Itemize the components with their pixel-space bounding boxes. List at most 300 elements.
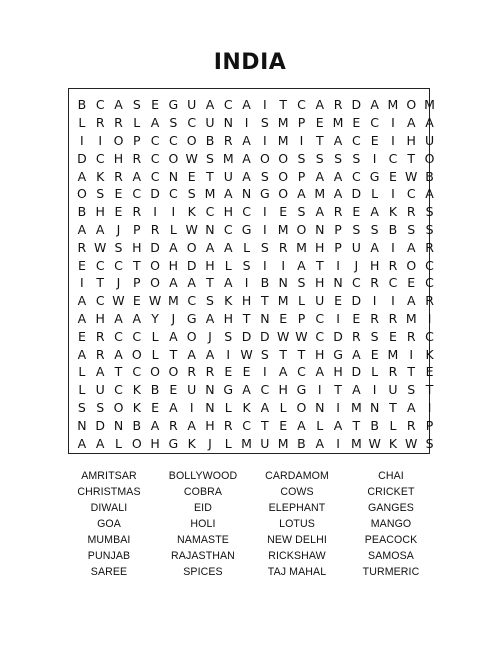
- grid-letter[interactable]: O: [168, 364, 179, 380]
- grid-letter[interactable]: A: [370, 97, 380, 113]
- grid-letter[interactable]: P: [133, 132, 142, 148]
- grid-letter[interactable]: H: [369, 257, 380, 273]
- grid-letter[interactable]: H: [168, 257, 179, 273]
- grid-letter[interactable]: I: [80, 132, 85, 148]
- grid-letter[interactable]: I: [171, 204, 176, 220]
- grid-letter[interactable]: T: [315, 257, 325, 273]
- grid-letter[interactable]: C: [242, 417, 252, 433]
- grid-letter[interactable]: S: [352, 221, 361, 237]
- grid-letter[interactable]: D: [241, 328, 252, 344]
- grid-letter[interactable]: I: [263, 364, 268, 380]
- grid-letter[interactable]: E: [334, 293, 343, 309]
- grid-letter[interactable]: A: [77, 293, 87, 309]
- grid-letter[interactable]: A: [333, 132, 343, 148]
- grid-letter[interactable]: M: [204, 186, 216, 202]
- grid-letter[interactable]: M: [277, 435, 290, 451]
- grid-letter[interactable]: O: [131, 346, 143, 362]
- grid-letter[interactable]: C: [187, 115, 197, 131]
- grid-letter[interactable]: R: [187, 364, 197, 380]
- grid-letter[interactable]: O: [186, 239, 198, 255]
- grid-letter[interactable]: A: [333, 186, 343, 202]
- grid-letter[interactable]: T: [407, 150, 416, 166]
- grid-letter[interactable]: R: [406, 417, 417, 433]
- grid-letter[interactable]: L: [224, 435, 233, 451]
- grid-letter[interactable]: R: [388, 310, 398, 326]
- grid-letter[interactable]: D: [186, 257, 197, 273]
- grid-letter[interactable]: P: [133, 221, 142, 237]
- grid-letter[interactable]: N: [241, 186, 252, 202]
- grid-letter[interactable]: A: [205, 310, 215, 326]
- grid-letter[interactable]: C: [95, 257, 106, 273]
- grid-letter[interactable]: L: [151, 328, 160, 344]
- grid-letter[interactable]: A: [132, 168, 142, 184]
- grid-letter[interactable]: A: [169, 239, 179, 255]
- grid-letter[interactable]: L: [78, 382, 86, 398]
- grid-letter[interactable]: L: [224, 257, 233, 273]
- grid-letter[interactable]: C: [223, 97, 234, 113]
- grid-letter[interactable]: P: [297, 168, 306, 184]
- grid-letter[interactable]: A: [370, 204, 380, 220]
- grid-letter[interactable]: I: [263, 221, 268, 237]
- grid-letter[interactable]: N: [315, 221, 325, 237]
- grid-letter[interactable]: O: [113, 132, 124, 148]
- grid-letter[interactable]: E: [279, 204, 288, 220]
- grid-letter[interactable]: S: [425, 204, 434, 220]
- grid-letter[interactable]: H: [406, 132, 417, 148]
- grid-letter[interactable]: E: [388, 328, 398, 344]
- grid-letter[interactable]: I: [244, 115, 249, 131]
- grid-letter[interactable]: C: [205, 204, 215, 220]
- grid-letter[interactable]: W: [94, 239, 107, 255]
- grid-letter[interactable]: U: [388, 382, 399, 398]
- grid-letter[interactable]: O: [76, 186, 88, 202]
- grid-letter[interactable]: T: [407, 364, 416, 380]
- grid-letter[interactable]: M: [277, 132, 290, 148]
- grid-letter[interactable]: I: [391, 132, 396, 148]
- grid-letter[interactable]: E: [352, 310, 361, 326]
- grid-letter[interactable]: B: [205, 132, 215, 148]
- grid-letter[interactable]: C: [132, 186, 142, 202]
- grid-letter[interactable]: H: [95, 310, 106, 326]
- grid-letter[interactable]: E: [352, 204, 361, 220]
- grid-letter[interactable]: E: [114, 204, 123, 220]
- grid-letter[interactable]: I: [336, 257, 341, 273]
- grid-letter[interactable]: R: [388, 364, 398, 380]
- grid-letter[interactable]: O: [406, 97, 417, 113]
- grid-letter[interactable]: L: [115, 435, 123, 451]
- grid-letter[interactable]: H: [205, 417, 216, 433]
- grid-letter[interactable]: H: [315, 346, 325, 362]
- grid-letter[interactable]: R: [425, 293, 435, 309]
- grid-letter[interactable]: B: [370, 417, 380, 433]
- grid-letter[interactable]: M: [314, 186, 326, 202]
- grid-letter[interactable]: M: [387, 97, 399, 113]
- grid-letter[interactable]: I: [98, 132, 103, 148]
- grid-letter[interactable]: E: [425, 364, 434, 380]
- grid-letter[interactable]: M: [277, 293, 290, 309]
- grid-letter[interactable]: D: [351, 186, 362, 202]
- grid-letter[interactable]: G: [186, 310, 198, 326]
- grid-letter[interactable]: C: [406, 186, 417, 202]
- grid-letter[interactable]: E: [407, 275, 416, 291]
- grid-letter[interactable]: C: [114, 382, 124, 398]
- grid-letter[interactable]: S: [114, 239, 123, 255]
- grid-letter[interactable]: R: [352, 328, 362, 344]
- grid-letter[interactable]: A: [169, 275, 179, 291]
- grid-letter[interactable]: N: [278, 275, 289, 291]
- grid-letter[interactable]: O: [168, 150, 179, 166]
- grid-letter[interactable]: J: [208, 435, 213, 451]
- grid-letter[interactable]: A: [223, 186, 234, 202]
- grid-letter[interactable]: E: [370, 132, 380, 148]
- grid-letter[interactable]: I: [372, 293, 377, 309]
- grid-letter[interactable]: U: [424, 132, 435, 148]
- grid-letter[interactable]: I: [391, 293, 396, 309]
- grid-letter[interactable]: T: [279, 346, 288, 362]
- grid-letter[interactable]: A: [205, 346, 215, 362]
- grid-letter[interactable]: I: [336, 310, 341, 326]
- grid-letter[interactable]: B: [77, 97, 87, 113]
- grid-letter[interactable]: C: [150, 132, 160, 148]
- grid-letter[interactable]: S: [169, 115, 178, 131]
- grid-letter[interactable]: E: [77, 328, 87, 344]
- grid-letter[interactable]: O: [113, 399, 124, 415]
- grid-letter[interactable]: O: [296, 399, 307, 415]
- grid-letter[interactable]: A: [242, 382, 252, 398]
- grid-letter[interactable]: A: [242, 150, 252, 166]
- grid-letter[interactable]: P: [133, 275, 142, 291]
- grid-letter[interactable]: A: [77, 310, 87, 326]
- grid-letter[interactable]: C: [114, 328, 124, 344]
- grid-letter[interactable]: I: [189, 399, 195, 415]
- grid-letter[interactable]: C: [351, 132, 362, 148]
- grid-letter[interactable]: I: [263, 97, 268, 113]
- grid-letter[interactable]: C: [388, 150, 398, 166]
- grid-letter[interactable]: A: [352, 346, 362, 362]
- grid-letter[interactable]: K: [187, 435, 197, 451]
- grid-letter[interactable]: L: [169, 221, 178, 237]
- grid-letter[interactable]: E: [279, 310, 288, 326]
- grid-letter[interactable]: O: [186, 132, 198, 148]
- grid-letter[interactable]: A: [406, 115, 417, 131]
- grid-letter[interactable]: H: [223, 310, 234, 326]
- grid-letter[interactable]: R: [95, 328, 106, 344]
- grid-letter[interactable]: B: [260, 275, 270, 291]
- grid-letter[interactable]: W: [368, 435, 382, 451]
- grid-letter[interactable]: R: [388, 257, 398, 273]
- grid-letter[interactable]: N: [205, 221, 216, 237]
- grid-letter[interactable]: I: [391, 239, 396, 255]
- grid-letter[interactable]: L: [243, 239, 251, 255]
- grid-letter[interactable]: R: [370, 310, 380, 326]
- grid-letter[interactable]: M: [387, 346, 399, 362]
- grid-letter[interactable]: O: [150, 257, 161, 273]
- grid-letter[interactable]: W: [112, 293, 126, 309]
- grid-letter[interactable]: I: [391, 186, 396, 202]
- grid-letter[interactable]: I: [153, 204, 158, 220]
- grid-letter[interactable]: H: [132, 239, 142, 255]
- grid-letter[interactable]: P: [297, 310, 306, 326]
- grid-letter[interactable]: W: [148, 293, 162, 309]
- grid-letter[interactable]: E: [187, 168, 197, 184]
- grid-letter[interactable]: A: [95, 435, 105, 451]
- grid-letter[interactable]: K: [425, 346, 435, 362]
- grid-letter[interactable]: K: [388, 204, 398, 220]
- grid-letter[interactable]: C: [351, 275, 362, 291]
- grid-letter[interactable]: R: [150, 221, 160, 237]
- grid-letter[interactable]: E: [224, 364, 233, 380]
- grid-letter[interactable]: S: [334, 150, 343, 166]
- grid-letter[interactable]: A: [77, 221, 87, 237]
- grid-letter[interactable]: A: [77, 168, 87, 184]
- grid-letter[interactable]: H: [150, 435, 161, 451]
- grid-letter[interactable]: E: [151, 97, 160, 113]
- grid-letter[interactable]: M: [424, 97, 436, 113]
- grid-letter[interactable]: M: [350, 435, 363, 451]
- grid-letter[interactable]: E: [77, 257, 87, 273]
- grid-letter[interactable]: C: [260, 382, 270, 398]
- grid-letter[interactable]: S: [206, 293, 215, 309]
- grid-letter[interactable]: I: [281, 257, 286, 273]
- grid-letter[interactable]: A: [260, 399, 270, 415]
- grid-letter[interactable]: T: [352, 417, 361, 433]
- grid-letter[interactable]: L: [279, 399, 288, 415]
- grid-letter[interactable]: S: [407, 382, 416, 398]
- grid-letter[interactable]: A: [278, 364, 288, 380]
- grid-letter[interactable]: T: [206, 168, 215, 184]
- grid-letter[interactable]: K: [187, 204, 197, 220]
- grid-letter[interactable]: C: [150, 168, 160, 184]
- grid-letter[interactable]: I: [80, 275, 85, 291]
- grid-letter[interactable]: S: [297, 204, 306, 220]
- grid-letter[interactable]: A: [352, 382, 362, 398]
- grid-letter[interactable]: C: [187, 293, 197, 309]
- grid-letter[interactable]: H: [95, 204, 106, 220]
- grid-letter[interactable]: A: [242, 132, 252, 148]
- grid-letter[interactable]: K: [388, 435, 398, 451]
- grid-letter[interactable]: E: [132, 293, 142, 309]
- grid-letter[interactable]: A: [77, 346, 87, 362]
- grid-letter[interactable]: E: [169, 382, 178, 398]
- grid-letter[interactable]: L: [316, 417, 324, 433]
- grid-letter[interactable]: I: [244, 275, 249, 291]
- grid-letter[interactable]: L: [78, 115, 86, 131]
- grid-letter[interactable]: O: [406, 257, 417, 273]
- grid-letter[interactable]: S: [187, 186, 197, 202]
- grid-letter[interactable]: J: [116, 221, 121, 237]
- grid-letter[interactable]: L: [297, 293, 306, 309]
- grid-letter[interactable]: R: [205, 364, 215, 380]
- grid-letter[interactable]: A: [150, 115, 160, 131]
- grid-letter[interactable]: S: [260, 168, 270, 184]
- grid-letter[interactable]: D: [95, 417, 106, 433]
- grid-letter[interactable]: N: [168, 168, 179, 184]
- grid-letter[interactable]: A: [315, 204, 325, 220]
- grid-letter[interactable]: R: [132, 150, 142, 166]
- grid-letter[interactable]: W: [240, 346, 254, 362]
- grid-letter[interactable]: C: [132, 328, 142, 344]
- grid-letter[interactable]: C: [351, 168, 362, 184]
- grid-letter[interactable]: O: [131, 435, 143, 451]
- grid-letter[interactable]: M: [277, 221, 290, 237]
- grid-letter[interactable]: C: [425, 257, 435, 273]
- grid-letter[interactable]: S: [352, 150, 361, 166]
- grid-letter[interactable]: T: [389, 399, 398, 415]
- grid-letter[interactable]: D: [77, 150, 88, 166]
- grid-letter[interactable]: R: [95, 115, 106, 131]
- grid-letter[interactable]: S: [297, 150, 306, 166]
- grid-letter[interactable]: B: [150, 382, 160, 398]
- grid-letter[interactable]: C: [95, 150, 106, 166]
- grid-letter[interactable]: O: [150, 275, 161, 291]
- grid-letter[interactable]: B: [132, 417, 142, 433]
- grid-letter[interactable]: S: [242, 257, 252, 273]
- grid-letter[interactable]: S: [425, 435, 434, 451]
- grid-letter[interactable]: T: [261, 293, 270, 309]
- grid-letter[interactable]: B: [388, 221, 398, 237]
- grid-letter[interactable]: T: [114, 364, 123, 380]
- grid-letter[interactable]: L: [78, 364, 86, 380]
- grid-letter[interactable]: S: [315, 150, 325, 166]
- grid-letter[interactable]: I: [372, 150, 377, 166]
- grid-letter[interactable]: A: [169, 399, 179, 415]
- grid-letter[interactable]: A: [114, 346, 124, 362]
- grid-letter[interactable]: G: [168, 435, 179, 451]
- grid-letter[interactable]: S: [260, 346, 270, 362]
- grid-letter[interactable]: A: [315, 168, 325, 184]
- grid-letter[interactable]: A: [114, 97, 124, 113]
- grid-letter[interactable]: A: [425, 186, 435, 202]
- grid-letter[interactable]: H: [223, 204, 234, 220]
- grid-letter[interactable]: T: [96, 275, 105, 291]
- grid-letter[interactable]: A: [297, 257, 307, 273]
- grid-letter[interactable]: K: [224, 293, 233, 309]
- grid-letter[interactable]: A: [77, 435, 87, 451]
- grid-letter[interactable]: D: [260, 328, 271, 344]
- grid-letter[interactable]: A: [187, 346, 197, 362]
- grid-letter[interactable]: A: [223, 239, 234, 255]
- grid-letter[interactable]: L: [133, 115, 141, 131]
- grid-letter[interactable]: K: [96, 168, 105, 184]
- grid-letter[interactable]: M: [241, 435, 253, 451]
- grid-letter[interactable]: U: [95, 382, 106, 398]
- grid-letter[interactable]: R: [223, 417, 234, 433]
- grid-letter[interactable]: C: [132, 364, 142, 380]
- grid-letter[interactable]: H: [333, 364, 344, 380]
- grid-letter[interactable]: O: [186, 328, 198, 344]
- grid-letter[interactable]: G: [241, 221, 252, 237]
- grid-letter[interactable]: K: [132, 382, 142, 398]
- grid-letter[interactable]: M: [296, 239, 308, 255]
- grid-letter[interactable]: L: [224, 399, 233, 415]
- grid-letter[interactable]: C: [425, 275, 435, 291]
- grid-letter[interactable]: N: [369, 399, 380, 415]
- grid-letter[interactable]: C: [388, 275, 398, 291]
- grid-letter[interactable]: O: [278, 150, 289, 166]
- grid-letter[interactable]: T: [261, 417, 270, 433]
- grid-letter[interactable]: L: [371, 364, 379, 380]
- grid-letter[interactable]: O: [424, 150, 435, 166]
- grid-letter[interactable]: N: [260, 310, 271, 326]
- grid-letter[interactable]: R: [114, 115, 124, 131]
- grid-letter[interactable]: B: [297, 435, 307, 451]
- grid-letter[interactable]: L: [371, 186, 379, 202]
- grid-letter[interactable]: N: [315, 399, 325, 415]
- grid-letter[interactable]: U: [223, 168, 234, 184]
- grid-letter[interactable]: K: [132, 399, 142, 415]
- grid-letter[interactable]: A: [169, 328, 179, 344]
- grid-letter[interactable]: D: [351, 293, 362, 309]
- grid-letter[interactable]: A: [425, 115, 435, 131]
- grid-letter[interactable]: A: [315, 364, 325, 380]
- grid-letter[interactable]: S: [96, 186, 105, 202]
- grid-letter[interactable]: R: [406, 328, 417, 344]
- grid-letter[interactable]: P: [297, 115, 306, 131]
- grid-letter[interactable]: T: [297, 346, 306, 362]
- grid-letter[interactable]: W: [185, 150, 199, 166]
- grid-letter[interactable]: N: [205, 382, 216, 398]
- grid-letter[interactable]: G: [369, 168, 380, 184]
- grid-letter[interactable]: I: [226, 346, 231, 362]
- grid-letter[interactable]: R: [333, 97, 343, 113]
- grid-letter[interactable]: H: [205, 257, 216, 273]
- grid-letter[interactable]: C: [370, 115, 380, 131]
- grid-letter[interactable]: C: [297, 364, 307, 380]
- grid-letter[interactable]: C: [169, 186, 179, 202]
- grid-letter[interactable]: E: [370, 346, 380, 362]
- grid-letter[interactable]: A: [242, 168, 252, 184]
- grid-letter[interactable]: R: [370, 275, 380, 291]
- grid-letter[interactable]: S: [96, 399, 105, 415]
- grid-letter[interactable]: I: [336, 399, 341, 415]
- grid-letter[interactable]: L: [151, 346, 160, 362]
- grid-letter[interactable]: S: [370, 328, 380, 344]
- grid-letter[interactable]: I: [336, 435, 341, 451]
- grid-letter[interactable]: S: [132, 97, 142, 113]
- grid-letter[interactable]: H: [241, 293, 252, 309]
- grid-letter[interactable]: D: [150, 186, 161, 202]
- grid-letter[interactable]: A: [150, 417, 160, 433]
- grid-letter[interactable]: H: [315, 275, 325, 291]
- grid-letter[interactable]: J: [116, 275, 121, 291]
- grid-letter[interactable]: A: [205, 239, 215, 255]
- grid-letter[interactable]: A: [297, 417, 307, 433]
- grid-letter[interactable]: J: [208, 328, 213, 344]
- grid-letter[interactable]: W: [295, 328, 309, 344]
- grid-letter[interactable]: U: [315, 293, 325, 309]
- grid-letter[interactable]: N: [77, 417, 88, 433]
- grid-letter[interactable]: I: [263, 257, 268, 273]
- grid-letter[interactable]: P: [334, 239, 343, 255]
- grid-letter[interactable]: S: [260, 115, 270, 131]
- grid-letter[interactable]: L: [389, 417, 397, 433]
- grid-letter[interactable]: T: [169, 346, 178, 362]
- grid-letter[interactable]: I: [427, 399, 432, 415]
- grid-letter[interactable]: C: [425, 328, 435, 344]
- grid-letter[interactable]: N: [205, 399, 216, 415]
- grid-letter[interactable]: W: [405, 435, 418, 451]
- grid-letter[interactable]: H: [113, 150, 124, 166]
- grid-letter[interactable]: W: [405, 168, 418, 184]
- grid-letter[interactable]: N: [223, 115, 234, 131]
- grid-letter[interactable]: C: [242, 204, 252, 220]
- grid-letter[interactable]: P: [425, 417, 434, 433]
- grid-letter[interactable]: O: [278, 186, 289, 202]
- grid-letter[interactable]: D: [333, 328, 344, 344]
- grid-letter[interactable]: D: [351, 97, 362, 113]
- grid-letter[interactable]: E: [114, 186, 123, 202]
- grid-letter[interactable]: U: [187, 382, 197, 398]
